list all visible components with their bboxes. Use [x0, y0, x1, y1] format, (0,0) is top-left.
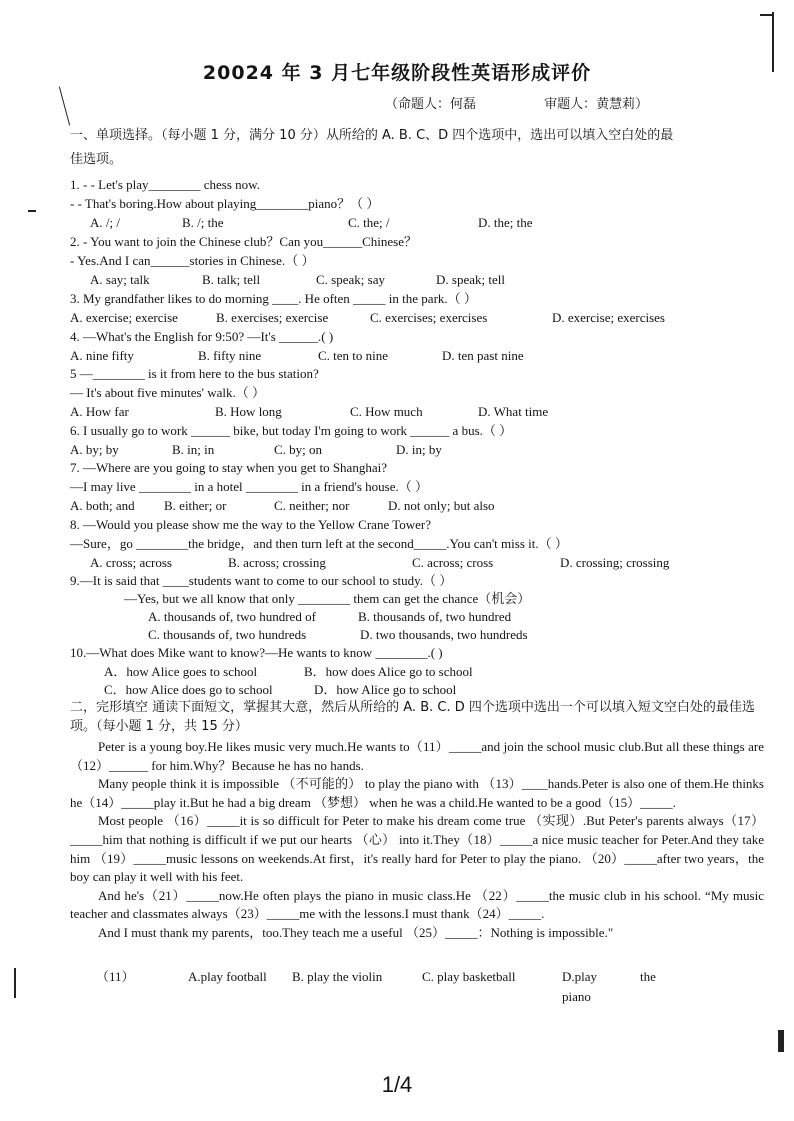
q9-line1: 9.—It is said that ____students want to come to our school to study.（ ） — [70, 573, 453, 588]
exam-title: 20024 年 3 月七年级阶段性英语形成评价 — [202, 62, 592, 84]
reviewer-label: 审题人：黄慧莉） — [544, 97, 649, 112]
scan-mark-left-bottom — [14, 968, 16, 998]
option-c: C. speak; say — [316, 272, 385, 287]
section2-heading: 二，完形填空 通读下面短文，掌握其大意，然后从所给的 A. B. C. D 四个选项中选出一个可以填入短文空白处的最佳选项。（每小题 1 分，共 15 分） — [70, 700, 755, 734]
option-d: D. exercise; exercises — [552, 310, 665, 325]
q9-line2: —Yes, but we all know that only ________ them can get the chance（机会） — [124, 591, 531, 606]
q11-number: （11） — [96, 969, 135, 984]
exam-authors — [385, 93, 648, 112]
option-d: D. ten past nine — [442, 348, 524, 363]
q8-line2: —Sure，go ________the bridge，and then turn left at the second_____.You can't miss it.（ ） — [70, 536, 568, 551]
option-b: B. either; or — [164, 498, 227, 513]
q4-line1: 4. —What's the English for 9:50? —It's ______.( ) — [70, 329, 334, 344]
option-a: A. by; by — [70, 442, 119, 457]
option-b: B. thousands of, two hundred — [358, 609, 512, 624]
option-a: A．how Alice goes to school — [104, 664, 258, 679]
passage-paragraph-2: Many people think it is impossible （不可能的） to play the piano with （13）____hands.Peter is also one of them.He thinks he（14）_____play it.But he had a big dream （梦想） when he was a child.He wanted to be a good（15）_____. — [70, 776, 764, 810]
page-number: 1/4 — [381, 1072, 413, 1097]
option-c: C. thousands of, two hundreds — [148, 627, 307, 642]
option-d: D. the; the — [478, 215, 533, 230]
option-d: D. in; by — [396, 442, 442, 457]
option-d: D. two thousands, two hundreds — [360, 627, 528, 642]
option-a: A. /; / — [90, 215, 120, 230]
q5-line2: — It's about five minutes' walk.（ ） — [70, 385, 265, 400]
option-a: A. How far — [70, 404, 129, 419]
option-c: C. exercises; exercises — [370, 310, 488, 325]
cloze-passage — [70, 738, 764, 943]
passage-paragraph-1: Peter is a young boy.He likes music very much.He wants to（11）_____and join the school music club.But all these things are（12）______ for him.Why？Because he has no hands. — [70, 739, 764, 773]
option-c: C．how Alice does go to school — [104, 682, 273, 697]
option-a: A. exercise; exercise — [70, 310, 178, 325]
q1-line1: 1. - - Let's play________ chess now. — [70, 177, 260, 192]
scan-mark-dot — [28, 210, 36, 212]
option-a: A. say; talk — [90, 272, 150, 287]
option-d: D. not only; but also — [388, 498, 495, 513]
option-c: C. play basketball — [422, 969, 516, 984]
option-b: B. /; the — [182, 215, 224, 230]
option-d: D. What time — [478, 404, 549, 419]
q2-line1: 2. - You want to join the Chinese club？Can you______Chinese？ — [70, 234, 418, 249]
option-b: B. in; in — [172, 442, 215, 457]
scan-mark-top-right-2 — [760, 14, 772, 16]
option-d-cont: the — [640, 969, 656, 984]
option-c: C. across; cross — [412, 555, 494, 570]
option-a: A.play football — [188, 969, 267, 984]
option-c: C. neither; nor — [274, 498, 350, 513]
option-d-wrap: piano — [562, 989, 591, 1004]
q5-line1: 5 —________ is it from here to the bus station? — [70, 366, 319, 381]
option-c: C. the; / — [348, 215, 390, 230]
option-b: B．how does Alice go to school — [304, 664, 473, 679]
q10-line1: 10.—What does Mike want to know?—He wants to know ________.( ) — [70, 645, 443, 660]
passage-paragraph-4: And he's（21）_____now.He often plays the piano in music class.He （22）_____the music club in his school. “My music teacher and classmates always（23）_____me with the lessons.I must thank（24）_____. — [70, 887, 764, 922]
option-a: A. thousands of, two hundred of — [148, 609, 316, 624]
option-b: B. play the violin — [292, 969, 383, 984]
q1-line2: - - That's boring.How about playing________piano？（ ） — [70, 196, 380, 211]
section1-heading: 一、单项选择。（每小题 1 分，满分 10 分）从所给的 A. B. C、D 四个选项中，选出可以填入空白处的最 佳选项。 — [70, 128, 674, 167]
option-c: C. How much — [350, 404, 423, 419]
option-b: B. talk; tell — [202, 272, 261, 287]
q2-line2: - Yes.And I can______stories in Chinese.（ ） — [70, 253, 315, 268]
option-b: B. across; crossing — [228, 555, 326, 570]
option-d: D.play — [562, 969, 598, 984]
passage-paragraph-5: And I must thank my parents，too.They teach me a useful （25）_____：Nothing is impossible." — [98, 924, 614, 940]
option-d: D. speak; tell — [436, 272, 505, 287]
option-b: B. How long — [215, 404, 282, 419]
option-d: D. crossing; crossing — [560, 555, 670, 570]
option-b: B. fifty nine — [198, 348, 262, 363]
option-c: C. by; on — [274, 442, 323, 457]
option-a: A. cross; across — [90, 555, 172, 570]
q8-line1: 8. —Would you please show me the way to the Yellow Crane Tower? — [70, 517, 432, 532]
scan-mark-right-bottom — [778, 1030, 784, 1052]
setter-label: （命题人：何磊 — [385, 97, 477, 112]
option-d: D．how Alice go to school — [314, 682, 457, 697]
q6-line1: 6. I usually go to work ______ bike, but today I'm going to work ______ a bus.（ ） — [70, 423, 513, 438]
option-a: A. both; and — [70, 498, 135, 513]
q7-line2: —I may live ________ in a hotel ________ in a friend's house.（ ） — [70, 479, 428, 494]
scan-mark-left — [59, 87, 70, 126]
option-b: B. exercises; exercise — [216, 310, 329, 325]
passage-paragraph-3: Most people （16）_____it is so difficult for Peter to make his dream come true （实现）.But Peter's parents always（17）_____him that nothing is difficult if we put our hearts （心） into it.They（18）_____a nice music teacher for Peter.And they take him （19）_____music lessons on weekends.At first，it's really hard for Peter to play the piano. （20）_____after two years，the boy can play it well with his feet. — [70, 813, 764, 885]
q7-line1: 7. —Where are you going to stay when you get to Shanghai? — [70, 460, 387, 475]
option-a: A. nine fifty — [70, 348, 134, 363]
option-c: C. ten to nine — [318, 348, 389, 363]
q3-line1: 3. My grandfather likes to do morning ____. He often _____ in the park.（ ） — [70, 291, 477, 306]
